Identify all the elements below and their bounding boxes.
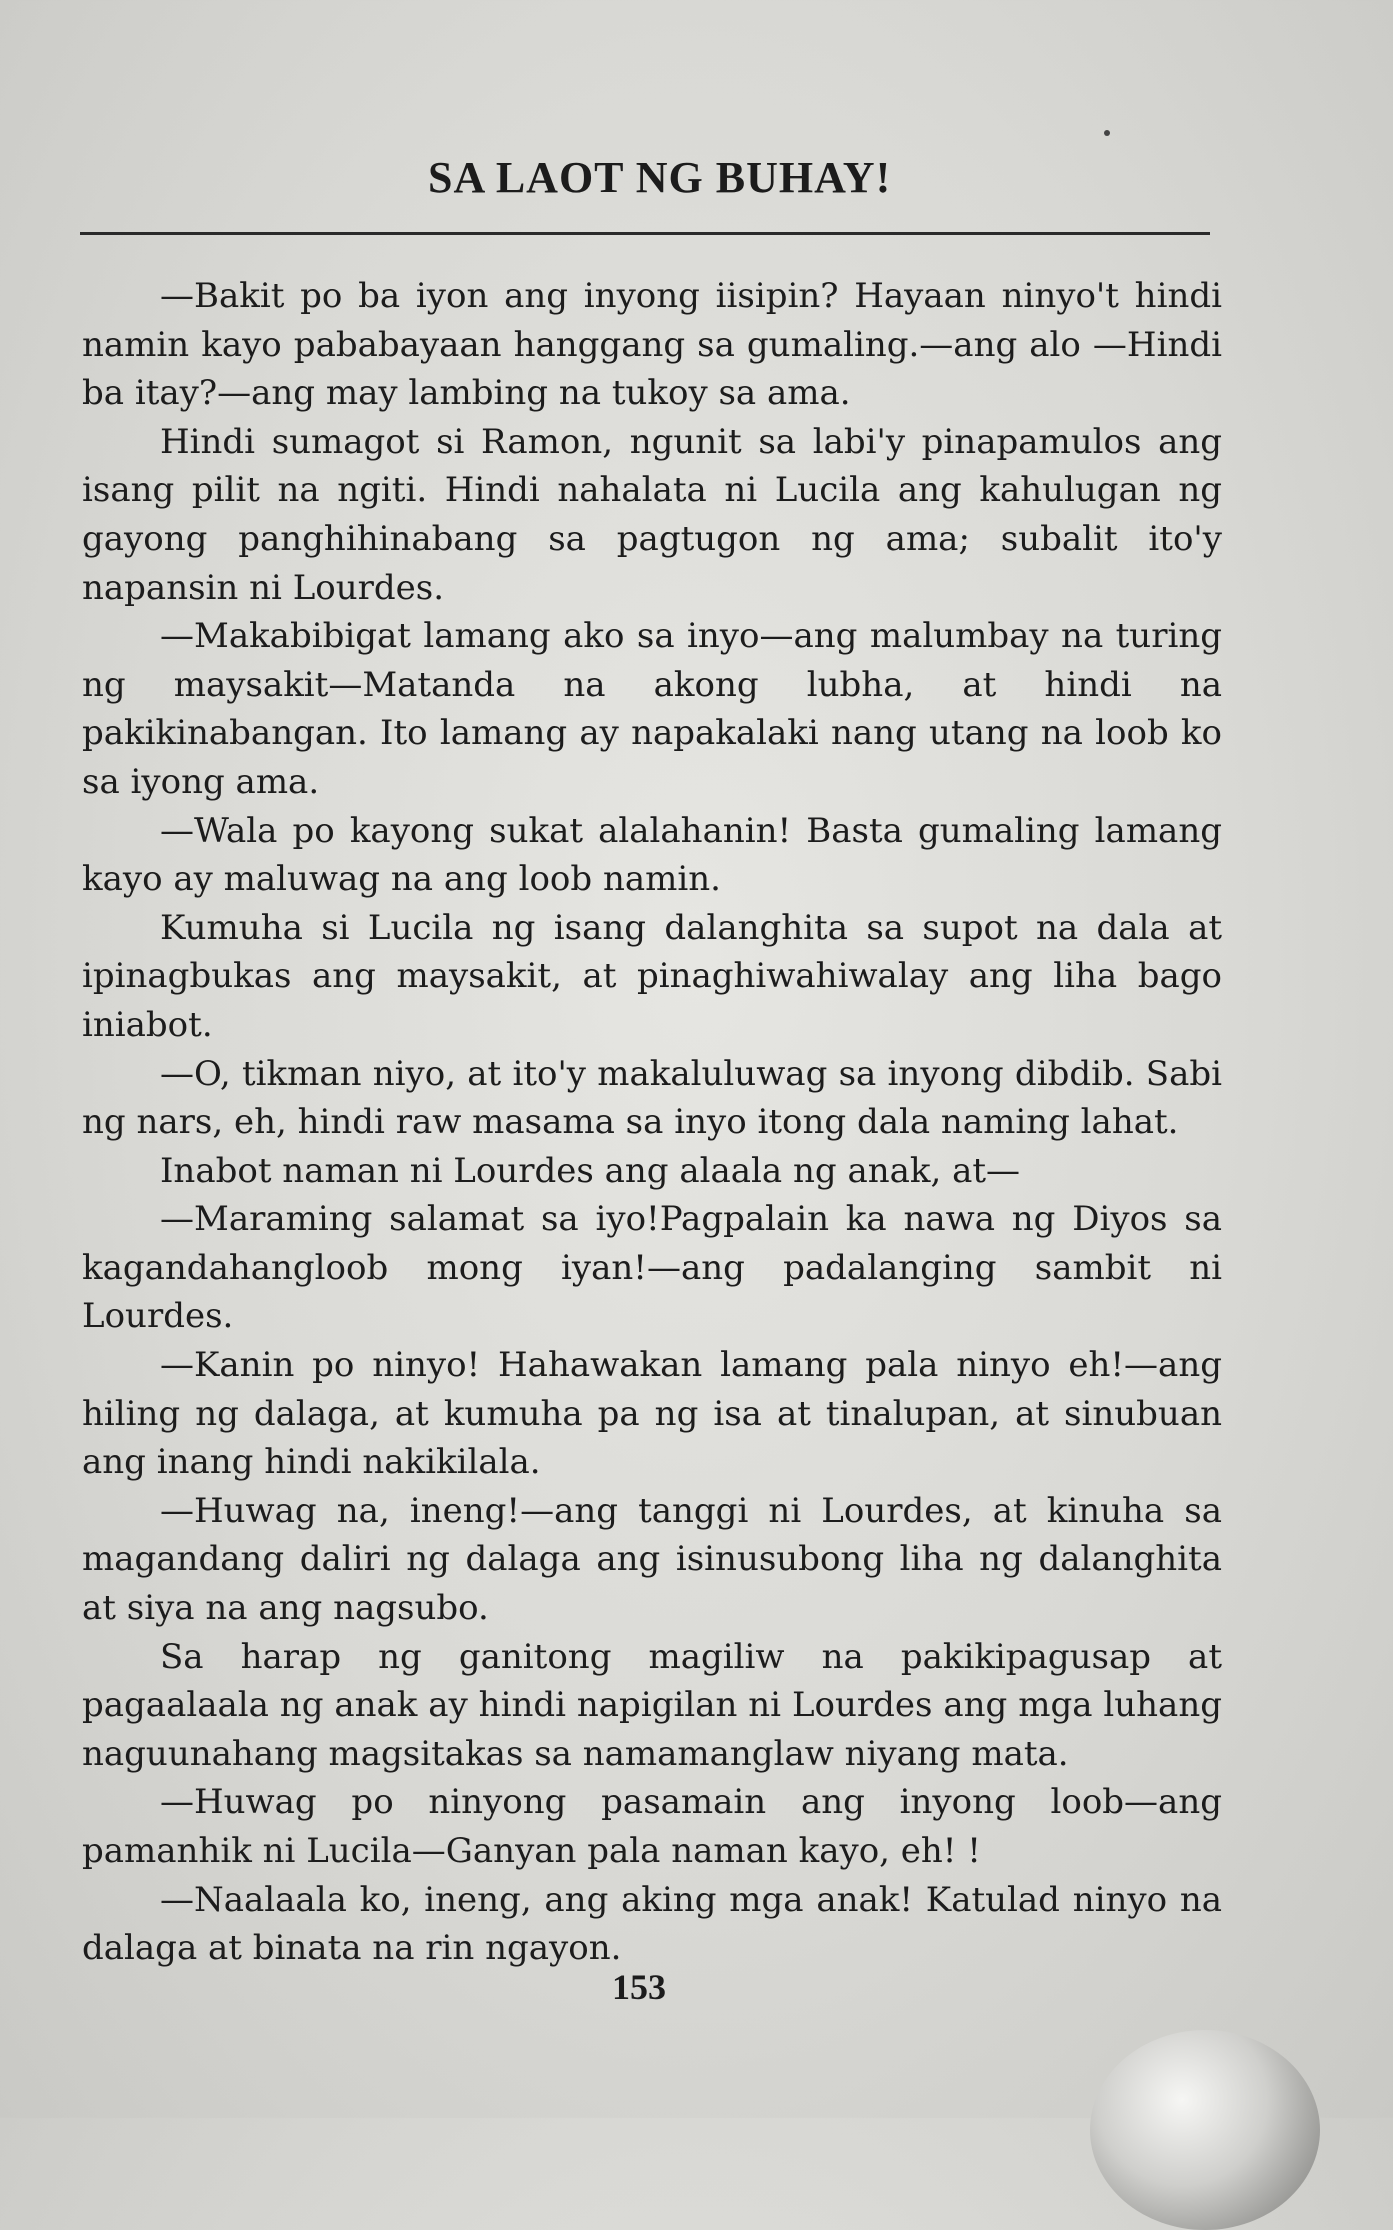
paragraph: —Makabibigat lamang ako sa inyo—ang malumbay na turing ng maysakit—Matanda na akong lubha, at hindi na pakikinabangan. Ito lamang ay napakalaki nang utang na loob ko sa iyong ama. [82, 616, 1222, 802]
paragraph: Sa harap ng ganitong magiliw na pakikipagusap at pagaalaala ng anak ay hindi napigilan ni Lourdes ang mga luhang naguunahang magsitakas sa namamanglaw niyang mata. [82, 1636, 1222, 1774]
header-rule [80, 232, 1210, 235]
paragraph: —Naalaala ko, ineng, ang aking mga anak! Katulad ninyo na dalaga at binata na rin ngayon. [82, 1879, 1222, 1969]
paragraph: —Huwag na, ineng!—ang tanggi ni Lourdes, at kinuha sa magandang daliri ng dalaga ang isinusubong liha ng dalanghita at siya na ang nagsubo. [82, 1490, 1222, 1629]
paragraph: —Huwag po ninyong pasamain ang inyong loob—ang pamanhik ni Lucila—Ganyan pala naman kayo, eh! ! [82, 1782, 1222, 1871]
page-header-title: SA LAOT NG BUHAY! [428, 153, 892, 202]
paragraph: —Maraming salamat sa iyo!Pagpalain ka nawa ng Diyos sa kagandahangloob mong iyan!—ang padalanging sambit ni Lourdes. [82, 1199, 1222, 1337]
page-body [82, 272, 1222, 1973]
paragraph: —Kanin po ninyo! Hahawakan lamang pala ninyo eh!—ang hiling ng dalaga, at kumuha pa ng isa at tinalupan, at sinubuan ang inang hindi nakikilala. [82, 1345, 1222, 1483]
paragraph: —O, tikman niyo, at ito'y makaluluwag sa inyong dibdib. Sabi ng nars, eh, hindi raw masama sa inyo itong dala naming lahat. [82, 1053, 1222, 1143]
paragraph: —Wala po kayong sukat alalahanin! Basta gumaling lamang kayo ay maluwag na ang loob namin. [82, 810, 1222, 900]
page-number: 153 [612, 1967, 666, 2007]
paragraph: Kumuha si Lucila ng isang dalanghita sa supot na dala at ipinagbukas ang maysakit, at pinaghiwahiwalay ang liha bago iniabot. [82, 907, 1222, 1045]
paragraph: —Bakit po ba iyon ang inyong iisipin? Hayaan ninyo't hindi namin kayo pababayaan hanggang sa gumaling.—ang alo —Hindi ba itay?—ang may lambing na tukoy sa ama. [82, 276, 1222, 414]
paragraph: Hindi sumagot si Ramon, ngunit sa labi'y pinapamulos ang isang pilit na ngiti. Hindi nahalata ni Lucila ang kahulugan ng gayong panghihinabang sa pagtugon ng ama; subalit ito'y napansin ni Lourdes. [82, 421, 1222, 608]
paragraph: Inabot naman ni Lourdes ang alaala ng anak, at— [160, 1150, 1021, 1191]
ink-speck [1104, 130, 1110, 136]
thumb-shadow [1090, 2030, 1320, 2230]
